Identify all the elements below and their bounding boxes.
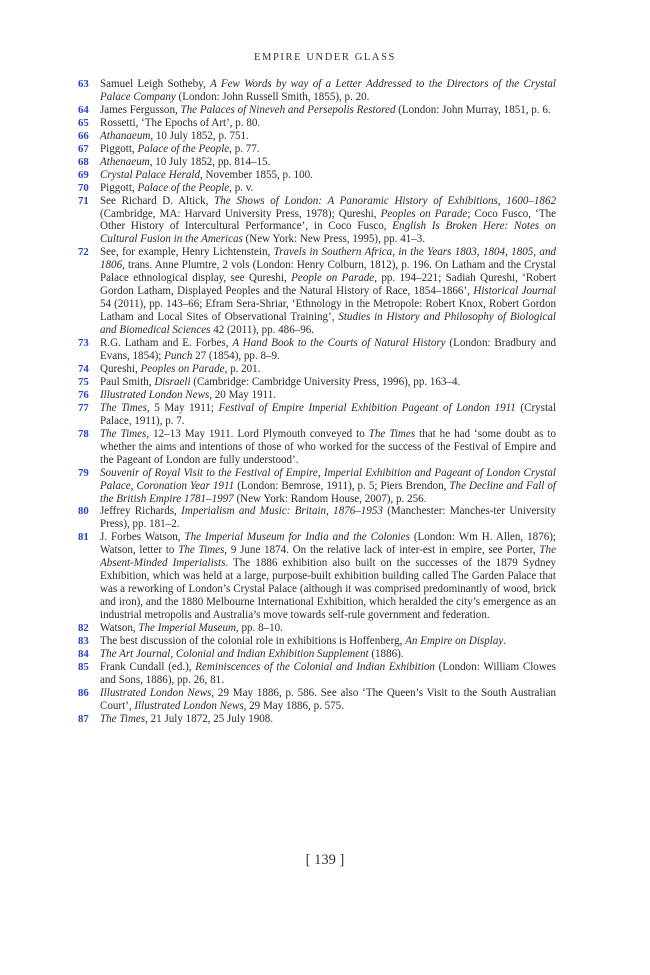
endnote-number: 69 <box>78 168 89 181</box>
endnote-70 <box>78 182 556 195</box>
note-text: (Cambridge: Cambridge University Press, 1996), pp. 163–4. <box>190 375 461 388</box>
endnote-number: 83 <box>78 634 89 647</box>
endnote-74 <box>78 363 556 376</box>
endnote-number: 74 <box>78 362 89 375</box>
italic-title: Punch <box>164 350 193 363</box>
endnote-84 <box>78 648 556 661</box>
endnote-number: 66 <box>78 129 89 142</box>
italic-title: Athenaeum <box>100 155 150 168</box>
italic-title: A Few Words by way of a Letter Addressed to the Directors of the Crystal Palace Company <box>100 78 556 103</box>
italic-title: People on Parade <box>291 272 375 285</box>
endnote-66 <box>78 130 556 143</box>
italic-title: Disraeli <box>154 375 191 388</box>
endnote-76 <box>78 389 556 402</box>
note-text: , p. v. <box>229 181 254 194</box>
note-text: , 21 July 1872, 25 July 1908. <box>145 712 274 725</box>
note-text: See, for example, Henry Lichtenstein, <box>100 246 274 259</box>
endnote-65 <box>78 117 556 130</box>
italic-title: Illustrated London News <box>134 699 244 712</box>
endnote-83 <box>78 635 556 648</box>
endnote-64 <box>78 104 556 117</box>
endnote-71 <box>78 195 556 247</box>
note-text: , 29 May 1886, p. 586. See also ‘The Queen’s Visit to the South Australian Court’, <box>100 686 557 712</box>
italic-title: Crystal Palace Herald <box>100 168 201 181</box>
note-text: Rossetti, ‘The Epochs of Art’, p. 80. <box>100 116 261 129</box>
italic-title: A Hand Book to the Courts of Natural History <box>232 337 446 350</box>
note-text: (Cambridge, MA: Harvard University Press, 1978); Qureshi, <box>100 207 381 220</box>
endnote-number: 65 <box>78 116 89 129</box>
note-text: , 10 July 1852, pp. 814–15. <box>149 155 271 168</box>
endnote-number: 77 <box>78 401 89 414</box>
endnote-number: 76 <box>78 388 89 401</box>
endnote-67 <box>78 143 556 156</box>
italic-title: The Decline and Fall of the British Empire 1781–1997 <box>100 479 556 505</box>
note-text: See Richard D. Altick, <box>100 194 215 207</box>
endnote-78 <box>78 428 556 467</box>
endnote-85 <box>78 661 556 687</box>
italic-title: The Times <box>178 544 225 557</box>
note-text: (London: Bradbury and Evans, 1854); <box>100 337 556 363</box>
italic-title: Imperialism and Music: Britain, 1876–1953 <box>181 505 383 518</box>
note-text: (Crystal Palace, 1911), p. 7. <box>100 401 556 427</box>
note-text: . The 1886 exhibition also built on the successes of the 1879 Sydney Exhibition, which was held at a large, purpose-built exhibition building called The Garden Palace that was a reworking of London’s Crystal Palace (although it was comprised predominantly of wood, brick and iron), and the 1880 Melbourne International Exhibition, which heralded the city’s emergence as an industrial metropolis and Australia’s move towards self-rule government and federation. <box>100 557 556 622</box>
italic-title: The Imperial Museum for India and the Colonies <box>184 531 410 544</box>
endnote-69 <box>78 169 556 182</box>
endnote-number: 75 <box>78 375 89 388</box>
italic-title: Peoples on Parade <box>140 362 225 375</box>
endnote-number: 81 <box>78 531 89 544</box>
note-text: J. Forbes Watson, <box>100 531 185 544</box>
italic-title: The Art Journal, Colonial and Indian Exhibition Supplement <box>100 647 369 660</box>
note-text: 42 (2011), pp. 486–96. <box>210 324 315 337</box>
note-text: (Manchester: Manches-ter University Press), pp. 181–2. <box>100 505 556 531</box>
note-text: (London: John Murray, 1851, p. 6. <box>395 103 551 116</box>
note-text: 54 (2011), pp. 143–66; Efram Sera-Shriar, ‘Ethnology in the Metropole: Robert Knox, Robert Gordon Latham and Local Sites of Observational Training’, <box>100 298 556 324</box>
note-text: 27 (1854), pp. 8–9. <box>192 350 280 363</box>
note-text: , trans. Anne Plumtre, 2 vols (London: Henry Colburn, 1812), p. 196. On Latham and the Crystal Palace ethnological display, see Qureshi, <box>100 259 556 285</box>
italic-title: Illustrated London News <box>100 686 212 699</box>
endnote-number: 67 <box>78 142 89 155</box>
note-text: (London: John Russell Smith, 1855), p. 20. <box>175 90 370 103</box>
italic-title: Festival of Empire Imperial Exhibition Pageant of London 1911 <box>218 401 516 414</box>
running-head: EMPIRE UNDER GLASS <box>254 52 396 63</box>
note-text: (1886). <box>368 647 404 660</box>
italic-title: The Times <box>368 427 416 440</box>
note-text: The best discussion of the colonial role in exhibitions is Hoffenberg, <box>100 634 406 647</box>
endnote-87 <box>78 713 556 726</box>
italic-title: An Empire on Display <box>405 634 504 647</box>
italic-title: Reminiscences of the Colonial and Indian Exhibition <box>195 660 435 673</box>
italic-title: The Times <box>100 427 147 440</box>
endnote-number: 80 <box>78 505 89 518</box>
note-text: , 12–13 May 1911. Lord Plymouth conveyed to <box>146 427 369 440</box>
endnote-82 <box>78 622 556 635</box>
note-text: , p. 77. <box>229 142 260 155</box>
endnote-number: 73 <box>78 337 89 350</box>
endnote-80 <box>78 505 556 531</box>
note-text: (London: Wm H. Allen, 1876); Watson, letter to <box>100 531 556 557</box>
note-text: , pp. 8–10. <box>235 622 283 635</box>
note-text: ; Coco Fusco, ‘The Other History of Intercultural Performance’, in Coco Fusco, <box>100 207 557 233</box>
endnote-73 <box>78 337 556 363</box>
italic-title: Souvenir of Royal Visit to the Festival of Empire, Imperial Exhibition and Pageant of London Crystal Palace, Coronation Year 1911 <box>100 466 556 492</box>
note-text: (New York: New Press, 1995), pp. 41–3. <box>242 233 426 246</box>
endnote-75 <box>78 376 556 389</box>
note-text: , November 1855, p. 100. <box>200 168 313 181</box>
note-text: R.G. Latham and E. Forbes, <box>100 337 233 350</box>
italic-title: Studies in History and Philosophy of Biological and Biomedical Sciences <box>100 311 556 337</box>
endnote-number: 64 <box>78 103 89 116</box>
note-text: Qureshi, <box>100 362 141 375</box>
note-text: , pp. 194–221; Sadiah Qureshi, ‘Robert Gordon Latham, Displayed Peoples and the Natural History of Race, 1854–1866’, <box>100 272 556 298</box>
endnote-81 <box>78 531 556 622</box>
italic-title: English Is Broken Here: Notes on Cultural Fusion in the Americas <box>100 220 556 246</box>
italic-title: Travels in Southern Africa, in the Years 1803, 1804, 1805, and 1806 <box>100 246 556 272</box>
endnote-68 <box>78 156 556 169</box>
italic-title: Athanaeum <box>100 129 151 142</box>
endnote-number: 86 <box>78 686 89 699</box>
italic-title: The Imperial Museum <box>138 622 236 635</box>
endnote-number: 82 <box>78 622 89 635</box>
note-text: , 5 May 1911; <box>146 401 219 414</box>
note-text: Piggott, <box>100 181 138 194</box>
note-text: Piggott, <box>100 142 138 155</box>
endnote-63 <box>78 78 556 104</box>
note-text: Paul Smith, <box>100 375 155 388</box>
endnote-77 <box>78 402 556 428</box>
note-text: , 10 July 1852, p. 751. <box>150 129 249 142</box>
italic-title: The Absent-Minded Imperialists <box>100 544 556 570</box>
note-text: Watson, <box>100 622 139 635</box>
note-text: that he had ‘some doubt as to whether the aims and intentions of those of who worked for the success of the Festival of Empire and the Pageant of London are fully understood’. <box>100 427 556 466</box>
endnote-number: 72 <box>78 246 89 259</box>
note-text: . <box>503 634 507 647</box>
note-text: , 29 May 1886, p. 575. <box>243 699 344 712</box>
endnotes-list <box>78 78 556 726</box>
endnote-72 <box>78 246 556 337</box>
note-text: (New York: Random House, 2007), p. 256. <box>233 492 427 505</box>
endnote-86 <box>78 687 556 713</box>
italic-title: Palace of the People <box>137 181 230 194</box>
endnote-number: 78 <box>78 427 89 440</box>
note-text: , p. 201. <box>224 362 261 375</box>
italic-title: Palace of the People <box>137 142 230 155</box>
note-text: , 20 May 1911. <box>209 388 277 401</box>
endnote-number: 63 <box>78 78 89 90</box>
italic-title: Peoples on Parade <box>380 207 468 220</box>
note-text: , 9 June 1874. On the relative lack of inter-est in empire, see Porter, <box>224 544 540 557</box>
endnote-number: 71 <box>78 194 89 207</box>
note-text: (London: William Clowes and Sons, 1886), pp. 26, 81. <box>100 660 556 686</box>
endnote-79 <box>78 467 556 506</box>
italic-title: The Shows of London: A Panoramic History of Exhibitions, 1600–1862 <box>214 194 556 207</box>
note-text: Jeffrey Richards, <box>100 505 182 518</box>
page-number: [ 139 ] <box>305 852 345 868</box>
endnote-number: 85 <box>78 660 89 673</box>
endnote-number: 84 <box>78 647 89 660</box>
endnote-number: 70 <box>78 181 89 194</box>
endnote-number: 87 <box>78 712 89 725</box>
note-text: (London: Bemrose, 1911), p. 5; Piers Brendon, <box>234 479 450 492</box>
italic-title: The Times <box>100 401 147 414</box>
note-text: Samuel Leigh Sotheby, <box>100 78 211 90</box>
endnote-number: 79 <box>78 466 89 479</box>
endnote-number: 68 <box>78 155 89 168</box>
italic-title: Illustrated London News <box>100 388 210 401</box>
italic-title: Historical Journal <box>473 285 556 298</box>
note-text: Frank Cundall (ed.), <box>100 660 196 673</box>
note-text: James Fergusson, <box>100 103 181 116</box>
italic-title: The Times <box>100 712 146 725</box>
italic-title: The Palaces of Nineveh and Persepolis Restored <box>180 103 396 116</box>
